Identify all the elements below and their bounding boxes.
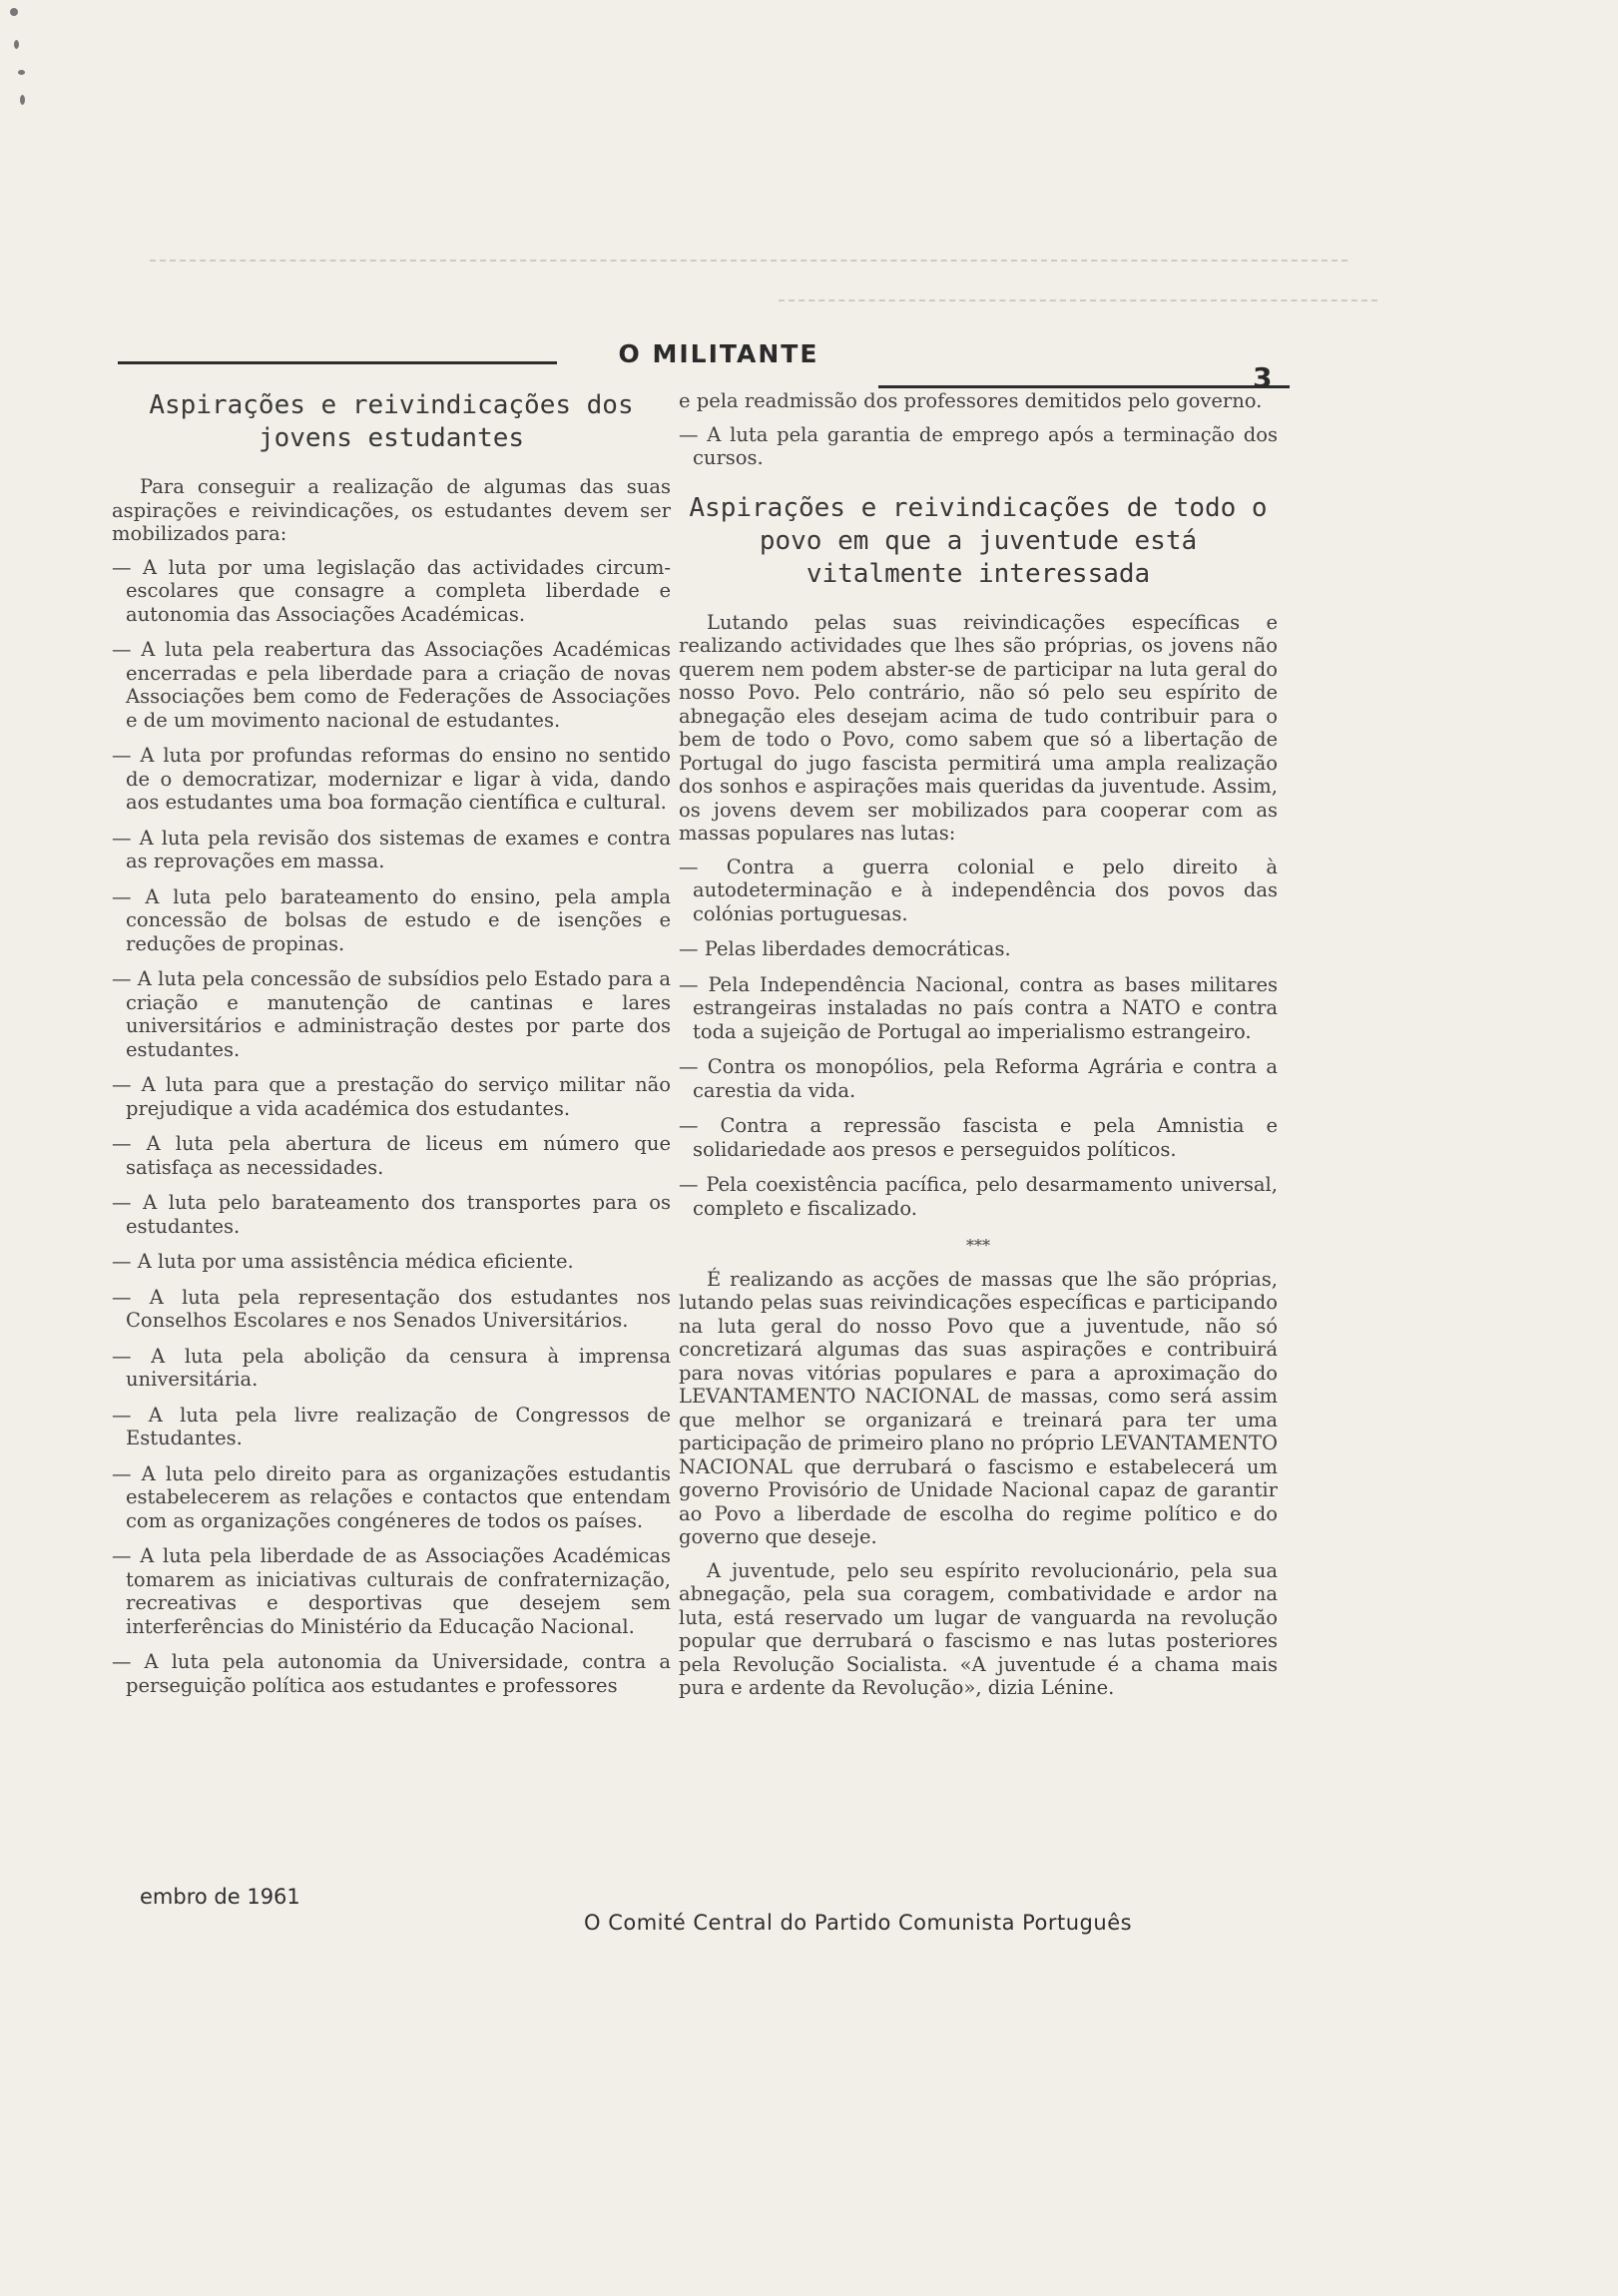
list-item: — A luta pela revisão dos sistemas de exames e contra as reprovações em massa. [112, 826, 671, 872]
margin-speck [10, 8, 18, 16]
list-item: — A luta pela autonomia da Universidade, contra a perseguição política aos estudantes e professores [112, 1650, 671, 1697]
section-separator: *** [966, 1236, 990, 1255]
faint-rule [779, 299, 1377, 301]
list-item: — Pela Independência Nacional, contra as bases militares estrangeiras instaladas no país contra a NATO e contra toda a sujeição de Portugal ao imperialismo estrangeiro. [679, 972, 1278, 1043]
list-item: — A luta pelo direito para as organizações estudantis estabelecerem as relações e contactos que entendam com as organizações congéneres de todos os países. [112, 1461, 671, 1532]
document-date: embro de 1961 [140, 1885, 300, 1909]
list-item: — A luta pela abolição da censura à imprensa universitária. [112, 1344, 671, 1391]
list-item: — A luta pela reabertura das Associações Académicas encerradas e pela liberdade para a criação de novas Associações bem como de Federações de Associações e de um movimento nacional de estudantes. [112, 638, 671, 732]
left-intro: Para conseguir a realização de algumas das suas aspirações e reivindicações, os estudantes devem ser mobilizados para: [112, 475, 671, 545]
right-column [679, 389, 1278, 1710]
list-item: — Contra a repressão fascista e pela Amnistia e solidariedade aos presos e perseguidos políticos. [679, 1114, 1278, 1161]
list-item: — A luta pela livre realização de Congressos de Estudantes. [112, 1403, 671, 1449]
faint-rule [150, 260, 1348, 262]
list-item: — A luta por profundas reformas do ensino no sentido de o democratizar, modernizar e ligar à vida, dando aos estudantes uma boa formação científica e cultural. [112, 744, 671, 814]
list-item: — A luta pela concessão de subsídios pelo Estado para a criação e manutenção de cantinas e lares universitários e administração destes por parte dos estudantes. [112, 967, 671, 1061]
header-rule-left [118, 361, 557, 364]
masthead: O MILITANTE [618, 339, 819, 368]
margin-speck [18, 70, 25, 75]
signature: O Comité Central do Partido Comunista Português [584, 1911, 1133, 1935]
popular-demands-list [679, 856, 1278, 1221]
list-item: — Contra os monopólios, pela Reforma Agrária e contra a carestia da vida. [679, 1055, 1278, 1102]
student-demands-list [112, 556, 671, 1698]
margin-speck [20, 95, 25, 105]
list-item: — Pela coexistência pacífica, pelo desarmamento universal, completo e fiscalizado. [679, 1173, 1278, 1220]
list-item: — A luta pela representação dos estudantes nos Conselhos Escolares e nos Senados Universitários. [112, 1285, 671, 1332]
body-paragraph: Lutando pelas suas reivindicações específicas e realizando actividades que lhes são próprias, os jovens não querem nem podem abster-se de participar na luta geral do nosso Povo. Pelo contrário, não só pelo seu espírito de abnegação eles desejam acima de tudo contribuir para o bem de todo o Povo, como sabem que só a libertação de Portugal do jugo fascista permitirá uma ampla realização dos sonhos e aspirações mais queridas da juventude. Assim, os jovens devem ser mobilizados para cooperar com as massas populares nas lutas: [679, 610, 1278, 845]
left-column [112, 389, 671, 1709]
list-item: — A luta pela liberdade de as Associações Académicas tomarem as iniciativas culturais de confraternização, recreativas e desportivas que desejem sem interferências do Ministério da Educação Nacional. [112, 1544, 671, 1638]
list-item: — A luta por uma legislação das actividades circum-escolares que consagre a completa liberdade e autonomia das Associações Académicas. [112, 555, 671, 626]
right-heading: Aspirações e reivindicações de todo o povo em que a juventude está vitalmente interessada [689, 492, 1268, 589]
list-item: — A luta para que a prestação do serviço militar não prejudique a vida académica dos estudantes. [112, 1073, 671, 1120]
page-number: 3 [1253, 361, 1273, 394]
list-item: — A luta por uma assistência médica eficiente. [112, 1250, 574, 1273]
margin-speck [14, 40, 19, 49]
continuation-text: e pela readmissão dos professores demitidos pelo governo. [679, 389, 1263, 412]
list-item: — A luta pela garantia de emprego após a terminação dos cursos. [679, 422, 1278, 469]
list-item: — A luta pelo barateamento do ensino, pela ampla concessão de bolsas de estudo e de isenções e reduções de propinas. [112, 884, 671, 955]
left-heading: Aspirações e reivindicações dos jovens estudantes [149, 390, 634, 453]
header-rule-right [878, 385, 1290, 388]
list-item: — Pelas liberdades democráticas. [679, 937, 1011, 960]
list-item: — A luta pela abertura de liceus em número que satisfaça as necessidades. [112, 1132, 671, 1179]
list-item: — Contra a guerra colonial e pelo direito à autodeterminação e à independência dos povos das colónias portuguesas. [679, 855, 1278, 925]
body-paragraph: A juventude, pelo seu espírito revolucionário, pela sua abnegação, pela sua coragem, combatividade e ardor na luta, está reservado um lugar de vanguarda na revolução popular que derrubará o fascismo e nas lutas posteriores pela Revolução Socialista. «A juventude é a chama mais pura e ardente da Revolução», dizia Lénine. [679, 1558, 1278, 1699]
body-paragraph: É realizando as acções de massas que lhe são próprias, lutando pelas suas reivindicações específicas e participando na luta geral do nosso Povo que a juventude, não só concretizará algumas das suas aspirações e contribuirá para novas vitórias populares e para a aproximação do LEVANTAMENTO NACIONAL de massas, como será assim que melhor se organizará e treinará para ter uma participação de primeiro plano no próprio LEVANTAMENTO NACIONAL que derrubará o fascismo e estabelecerá um governo Provisório de Unidade Nacional capaz de garantir ao Povo a liberdade de escolha do regime político e do governo que deseje. [679, 1267, 1278, 1548]
list-item: — A luta pelo barateamento dos transportes para os estudantes. [112, 1191, 671, 1238]
